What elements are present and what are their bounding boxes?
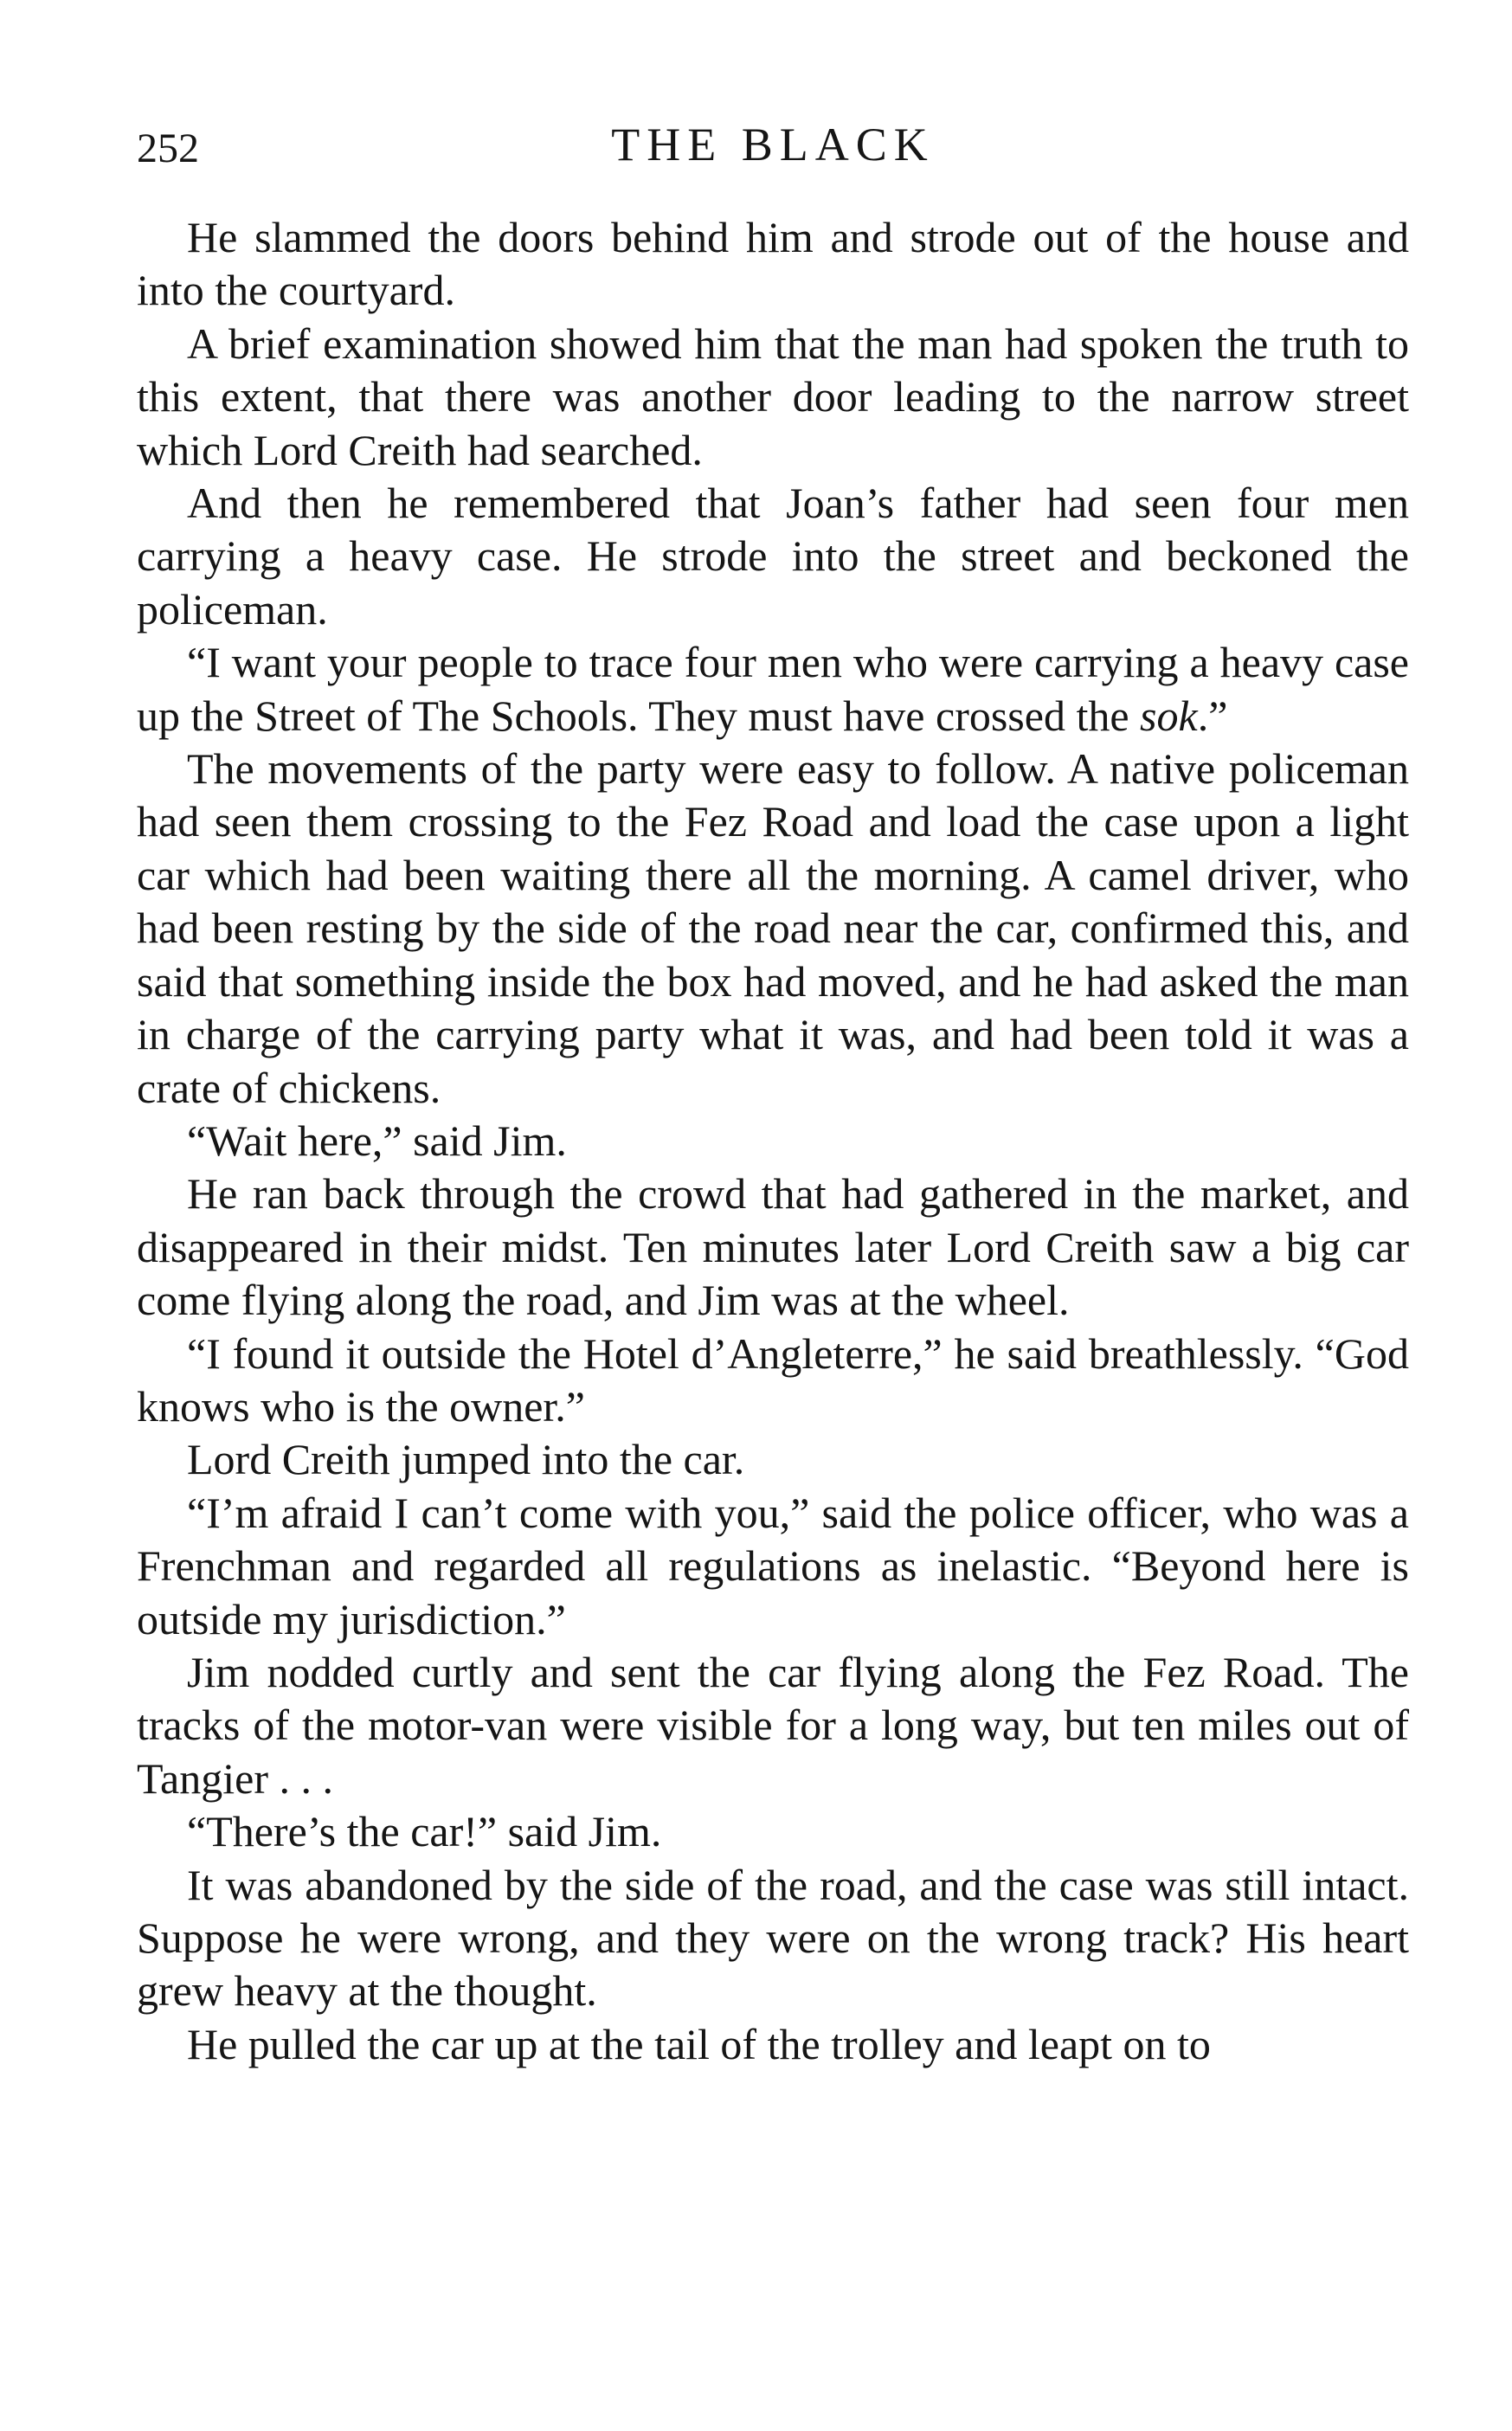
paragraph: Lord Creith jumped into the car. xyxy=(187,1435,745,1484)
page-header xyxy=(137,111,1409,189)
book-page xyxy=(137,111,1409,2071)
paragraph: The movements of the party were easy to follow. A native policeman had seen them crossing to the Fez Road and load the case upon a light car which had been waiting there all the morning. A camel driver, who had been resting by the side of the road near the car, confirmed this, and said that something inside the box had moved, and he had asked the man in charge of the carrying party what it was, and had been told it was a crate of chickens. xyxy=(137,744,1409,1112)
paragraph: It was abandoned by the side of the road, and the case was still intact. Suppose he were wrong, and they were on the wrong track? His heart grew heavy at the thought. xyxy=(137,1860,1409,2016)
italic-word: sok xyxy=(1140,691,1198,740)
body-text xyxy=(137,211,1409,2071)
page-number: 252 xyxy=(137,125,199,171)
paragraph: Jim nodded curtly and sent the car flying along the Fez Road. The tracks of the motor-van were visible for a long way, but ten miles out of Tangier . . . xyxy=(137,1647,1409,1803)
paragraph: And then he remembered that Joan’s father had seen four men carrying a heavy case. He strode into the street and beckoned the policeman. xyxy=(137,479,1409,633)
paragraph: “There’s the car!” said Jim. xyxy=(187,1807,662,1856)
paragraph: “Wait here,” said Jim. xyxy=(187,1116,567,1165)
paragraph: He slammed the doors behind him and strode out of the house and into the courtyard. xyxy=(137,213,1409,315)
paragraph: He pulled the car up at the tail of the trolley and leapt on to xyxy=(187,2019,1211,2068)
running-head: THE BLACK xyxy=(611,119,935,170)
paragraph: “I want your people to trace four men who were carrying a heavy case up the Street of The Schools. They must have crossed the sok.” xyxy=(137,638,1409,740)
paragraph: “I’m afraid I can’t come with you,” said the police officer, who was a Frenchman and regarded all regulations as inelastic. “Beyond here is outside my jurisdiction.” xyxy=(137,1488,1409,1643)
paragraph: “I found it outside the Hotel d’Angleterre,” he said breathlessly. “God knows who is the owner.” xyxy=(137,1328,1409,1431)
paragraph: A brief examination showed him that the man had spoken the truth to this extent, that there was another door leading to the narrow street which Lord Creith had searched. xyxy=(137,318,1409,474)
paragraph: He ran back through the crowd that had gathered in the market, and disappeared in their midst. Ten minutes later Lord Creith saw a big car come flying along the road, and Jim was at the wheel. xyxy=(137,1169,1409,1325)
